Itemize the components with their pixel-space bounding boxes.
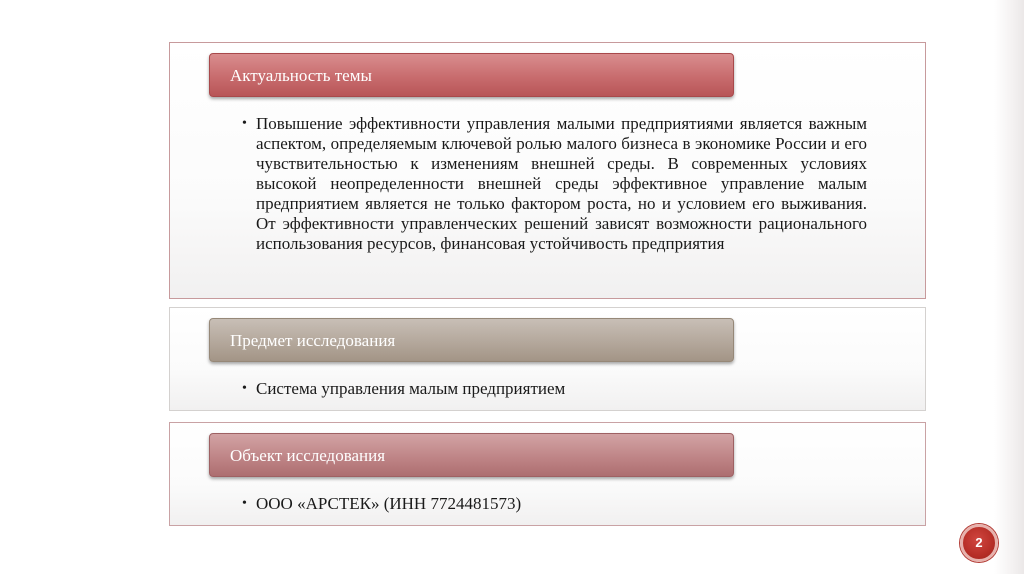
- section-subject-title: Предмет исследования: [209, 318, 734, 362]
- section-relevance-body: [242, 114, 867, 254]
- bullet-icon: •: [242, 496, 247, 511]
- section-relevance-text: Повышение эффективности управления малыми предприятиями является важным аспектом, определяемым ключевой ролью малого бизнеса в экономике России и его чувствительностью к изменениям внешней среды. В современных условиях высокой неопределенности внешней среды эффективное управление малым предприятием является не только фактором роста, но и условием его выживания. От эффективности управленческих решений зависят возможности рационального использования ресурсов, финансовая устойчивость предприятия: [256, 114, 867, 253]
- bullet-icon: •: [242, 116, 247, 131]
- section-relevance-title: Актуальность темы: [209, 53, 734, 97]
- list-item: [242, 494, 867, 514]
- section-relevance: [169, 42, 926, 299]
- section-subject: [169, 307, 926, 411]
- section-object-body: [242, 494, 867, 514]
- section-object: [169, 422, 926, 526]
- section-object-title: Объект исследования: [209, 433, 734, 477]
- page-number-badge: 2: [960, 524, 998, 562]
- slide-edge-shading: [994, 0, 1024, 574]
- list-item: [242, 379, 867, 399]
- section-subject-text: Система управления малым предприятием: [256, 379, 566, 398]
- section-object-text: ООО «АРСТЕК» (ИНН 7724481573): [256, 494, 522, 513]
- list-item: [242, 114, 867, 254]
- bullet-icon: •: [242, 381, 247, 396]
- section-subject-body: [242, 379, 867, 399]
